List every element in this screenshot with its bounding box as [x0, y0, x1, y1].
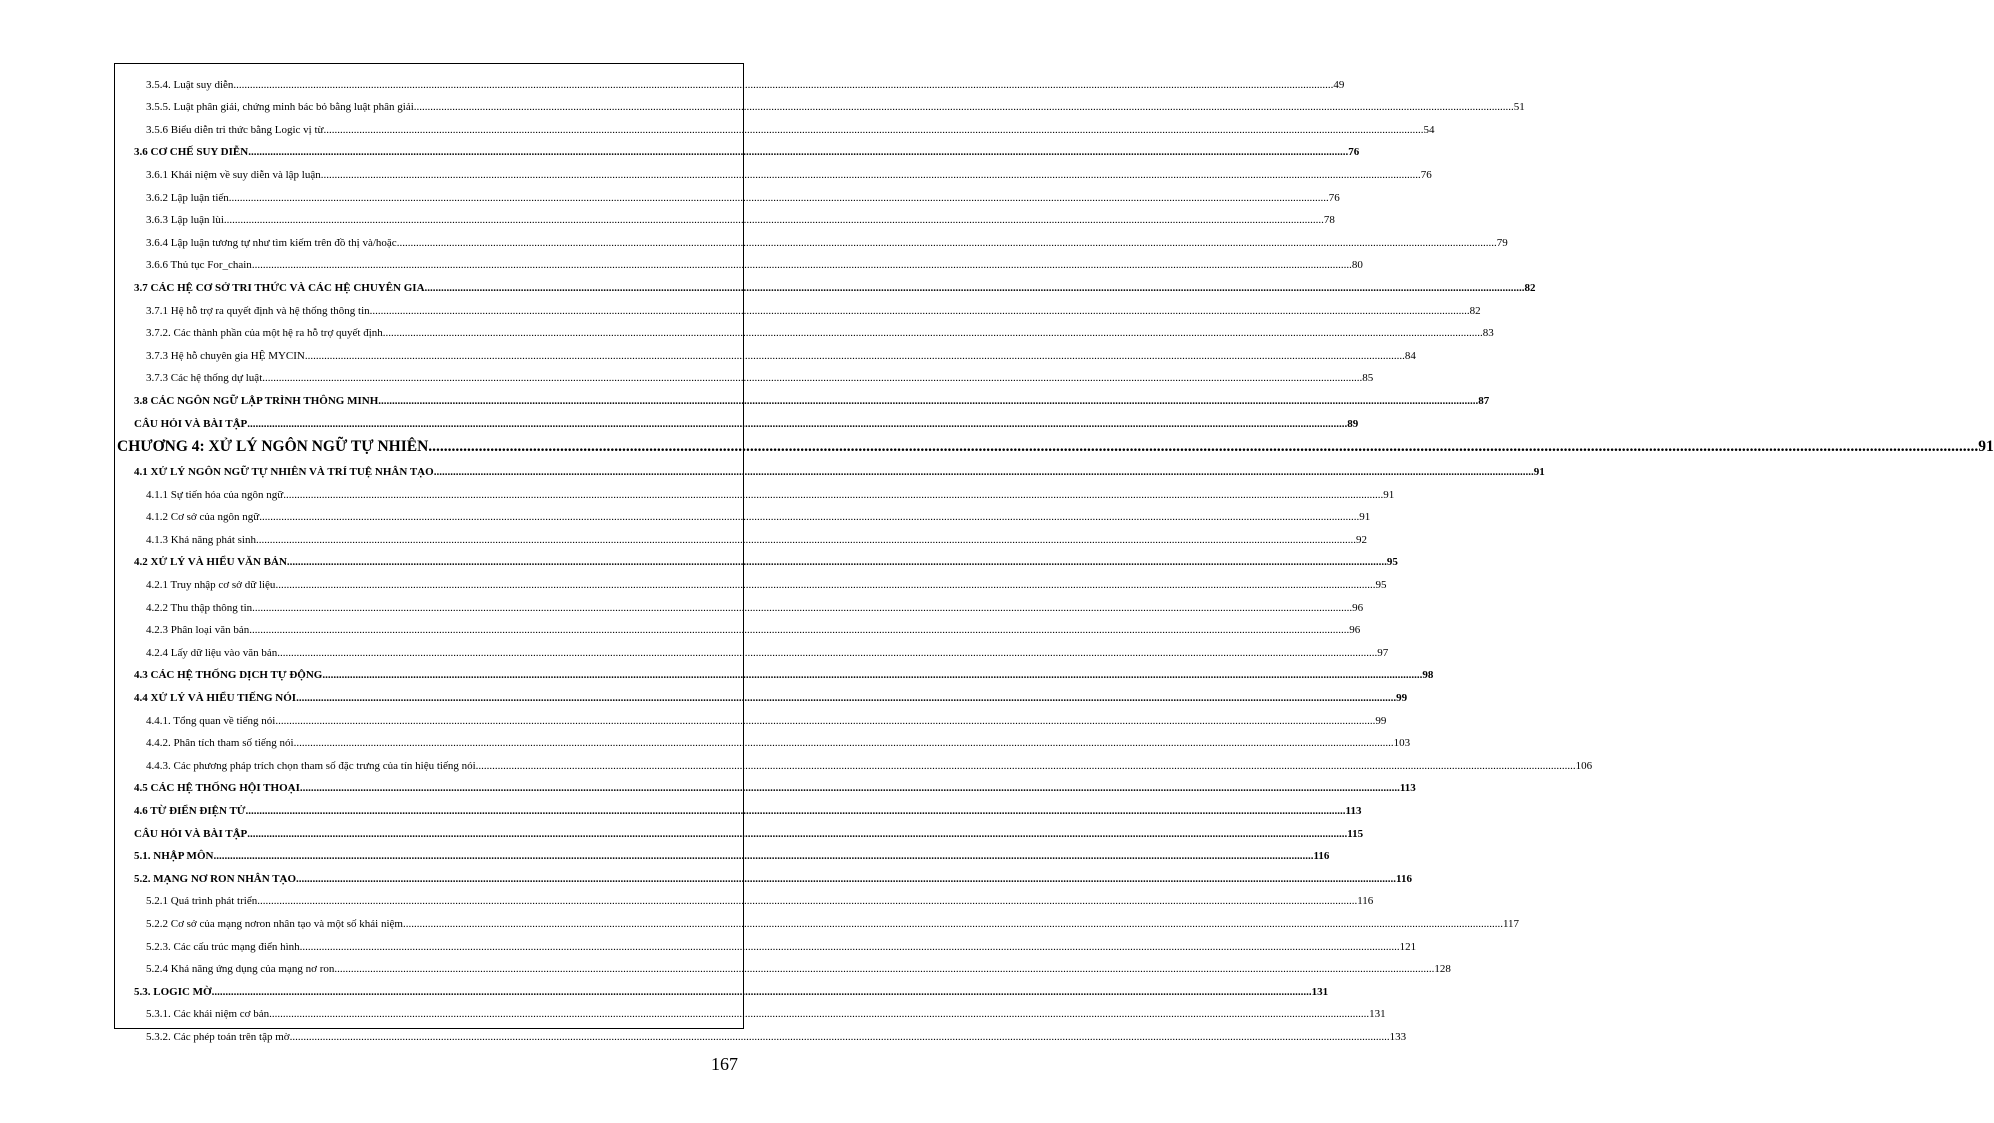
toc-dot-leader: ................................................................................................................................................................................................................................................................................................................................................................................................................ — [296, 692, 1397, 705]
toc-entry-title: 4.4 XỬ LÝ VÀ HIỂU TIẾNG NÓI — [134, 692, 297, 705]
toc-entry-page: 113 — [1399, 782, 1416, 795]
toc-dot-leader: ................................................................................................................................................................................................................................................................................................................................................................................................................ — [269, 1008, 1370, 1021]
toc-entry-page: 78 — [1323, 214, 1335, 227]
toc-entry[interactable] — [117, 113, 1435, 136]
toc-dot-leader: ................................................................................................................................................................................................................................................................................................................................................................................................................ — [433, 466, 1534, 479]
toc-entry-title: 3.7.2. Các thành phần của một hệ ra hỗ trợ quyết định — [146, 327, 383, 340]
toc-entry-title: 4.4.3. Các phương pháp trích chọn tham số đặc trưng của tín hiệu tiếng nói — [146, 759, 476, 772]
toc-dot-leader: ................................................................................................................................................................................................................................................................................................................................................................................................................ — [245, 805, 1346, 817]
toc-entry[interactable] — [117, 930, 1417, 953]
toc-dot-leader: ................................................................................................................................................................................................................................................................................................................................................................................................................ — [213, 850, 1314, 863]
toc-dot-leader: ................................................................................................................................................................................................................................................................................................................................................................................................................ — [304, 349, 1405, 362]
table-of-contents — [117, 68, 1994, 1043]
toc-dot-leader: ................................................................................................................................................................................................................................................................................................................................................................................................................ — [255, 533, 1356, 546]
toc-entry[interactable] — [117, 546, 1398, 569]
toc-dot-leader: ................................................................................................................................................................................................................................................................................................................................................................................................................ — [259, 511, 1360, 524]
toc-entry[interactable] — [117, 362, 1374, 385]
toc-dot-leader: ................................................................................................................................................................................................................................................................................................................................................................................................................ — [320, 168, 1421, 181]
toc-entry-page: 121 — [1399, 940, 1417, 953]
toc-entry-title: 3.6.1 Khái niệm về suy diễn và lập luận — [146, 168, 321, 181]
toc-entry-title: 3.8 CÁC NGÔN NGỮ LẬP TRÌNH THÔNG MINH — [134, 394, 379, 407]
toc-entry-title: 3.5.4. Luật suy diễn — [146, 78, 234, 91]
toc-dot-leader: ................................................................................................................................................................................................................................................................................................................................................................................................................ — [248, 146, 1349, 159]
toc-entry-title: 3.7.3 Hệ hỗ chuyên gia HỆ MYCIN — [146, 349, 305, 362]
toc-entry[interactable] — [117, 1020, 1407, 1043]
toc-entry-title: 5.3.2. Các phép toán trên tập mờ — [146, 1030, 290, 1043]
toc-entry-page: 113 — [1345, 805, 1362, 817]
toc-entry-title: 3.6.4 Lập luận tương tự như tìm kiếm trên đồ thị và/hoặc — [146, 236, 397, 249]
toc-entry[interactable] — [117, 907, 1520, 930]
toc-entry-title: 3.7 CÁC HỆ CƠ SỞ TRI THỨC VÀ CÁC HỆ CHUYÊN GIA — [134, 281, 425, 294]
toc-entry[interactable] — [117, 226, 1508, 249]
toc-entry-title: 5.1. NHẬP MÔN — [134, 850, 214, 863]
toc-entry[interactable] — [117, 249, 1363, 272]
toc-entry-title: 4.5 CÁC HỆ THỐNG HỘI THOẠI — [134, 782, 300, 795]
toc-entry[interactable] — [117, 456, 1545, 479]
toc-entry-page: 83 — [1482, 327, 1494, 340]
toc-dot-leader: ................................................................................................................................................................................................................................................................................................................................................................................................................ — [396, 236, 1497, 249]
toc-entry[interactable] — [117, 136, 1360, 159]
toc-entry-page: 99 — [1375, 714, 1387, 727]
toc-entry-page: 117 — [1502, 917, 1520, 930]
toc-dot-leader: ................................................................................................................................................................................................................................................................................................................................................................................................................ — [211, 985, 1312, 998]
toc-entry-title: 5.2.3. Các cấu trúc mạng điển hình — [146, 940, 300, 953]
toc-entry-page: 106 — [1575, 759, 1593, 772]
toc-entry[interactable] — [117, 862, 1412, 885]
toc-entry-title: 3.5.6 Biểu diễn tri thức bằng Logic vị từ — [146, 123, 324, 136]
toc-entry[interactable] — [117, 953, 1451, 976]
toc-entry-page: 80 — [1351, 259, 1363, 272]
toc-entry-title: 4.2.2 Thu thập thông tin — [146, 601, 253, 614]
toc-entry[interactable] — [117, 568, 1387, 592]
toc-entry-page: 49 — [1333, 78, 1345, 91]
toc-entry-title: 5.2.4 Khả năng ứng dụng của mạng nơ ron — [146, 963, 335, 976]
toc-dot-leader: ................................................................................................................................................................................................................................................................................................................................................................................................................ — [277, 646, 1378, 659]
toc-dot-leader: ................................................................................................................................................................................................................................................................................................................................................................................................................ — [247, 417, 1348, 430]
toc-entry-page: 116 — [1313, 850, 1330, 863]
toc-entry-page: 92 — [1355, 533, 1367, 546]
toc-entry[interactable] — [117, 181, 1340, 204]
toc-entry-page: 82 — [1524, 281, 1536, 294]
toc-dot-leader: ................................................................................................................................................................................................................................................................................................................................................................................................................ — [286, 556, 1387, 569]
toc-dot-leader: ................................................................................................................................................................................................................................................................................................................................................................................................................ — [293, 737, 1394, 750]
toc-entry-title: 4.2.3 Phân loại văn bản — [146, 624, 250, 637]
toc-entry-title: 5.2.1 Quá trình phát triển — [146, 895, 258, 908]
toc-entry-title: 3.7.3 Các hệ thống dự luật — [146, 372, 263, 385]
toc-entry-title: 3.7.1 Hệ hỗ trợ ra quyết định và hệ thống thông tin — [146, 304, 370, 317]
toc-entry-title: 3.5.5. Luật phân giải, chứng minh bác bỏ bằng luật phân giải — [146, 101, 414, 114]
toc-entry-page: 116 — [1357, 895, 1374, 908]
toc-entry-page: 98 — [1422, 669, 1434, 682]
toc-dot-leader: ................................................................................................................................................................................................................................................................................................................................................................................................................ — [382, 327, 1483, 340]
toc-dot-leader: ................................................................................................................................................................................................................................................................................................................................................................................................................ — [247, 827, 1348, 840]
toc-entry-page: 128 — [1434, 963, 1451, 976]
toc-entry[interactable] — [117, 91, 1525, 114]
toc-entry-title: 4.2.1 Truy nhập cơ sở dữ liệu — [146, 579, 276, 592]
toc-entry[interactable] — [117, 840, 1330, 863]
toc-entry-title: 4.1.3 Khả năng phát sinh — [146, 533, 256, 546]
toc-entry-page: 131 — [1369, 1008, 1386, 1021]
toc-entry-title: CÂU HỎI VÀ BÀI TẬP — [134, 417, 248, 430]
toc-entry-page: 99 — [1396, 692, 1408, 705]
toc-entry-page: 84 — [1404, 349, 1416, 362]
toc-entry[interactable] — [117, 523, 1367, 546]
toc-entry-page: 76 — [1348, 146, 1360, 159]
toc-entry-page: 95 — [1375, 579, 1387, 592]
toc-entry-title: 5.3.1. Các khái niệm cơ bản — [146, 1008, 270, 1021]
toc-dot-leader: ................................................................................................................................................................................................................................................................................................................................................................................................................ — [299, 940, 1400, 953]
toc-dot-leader: ................................................................................................................................................................................................................................................................................................................................................................................................................ — [296, 872, 1397, 885]
toc-entry-page: 89 — [1347, 417, 1359, 430]
toc-entry[interactable] — [117, 975, 1329, 998]
toc-entry-page: 96 — [1352, 601, 1364, 614]
toc-entry-page: 91 — [1383, 488, 1395, 501]
toc-entry-page: 97 — [1377, 646, 1389, 659]
toc-entry-title: 4.2 XỬ LÝ VÀ HIỂU VĂN BẢN — [134, 556, 287, 569]
toc-entry[interactable] — [117, 749, 1593, 772]
toc-entry-page: 116 — [1396, 872, 1412, 885]
toc-entry-title: 3.6.2 Lập luận tiến — [146, 191, 229, 204]
toc-entry[interactable] — [117, 998, 1386, 1021]
toc-entry-title: 4.1.1 Sự tiến hóa của ngôn ngữ — [146, 488, 284, 501]
toc-entry[interactable] — [117, 704, 1387, 727]
toc-dot-leader: ................................................................................................................................................................................................................................................................................................................................................................................................................ — [262, 372, 1363, 385]
toc-dot-leader: ................................................................................................................................................................................................................................................................................................................................................................................................................ — [299, 782, 1400, 795]
toc-entry-page: 85 — [1362, 372, 1374, 385]
toc-entry-title: CHƯƠNG 4: XỬ LÝ NGÔN NGỮ TỰ NHIÊN — [117, 437, 429, 455]
toc-entry[interactable] — [117, 478, 1395, 501]
toc-entry-page: 87 — [1478, 394, 1490, 407]
toc-dot-leader: ................................................................................................................................................................................................................................................................................................................................................................................................................ — [257, 895, 1358, 908]
toc-entry-page: 115 — [1347, 827, 1364, 840]
toc-entry[interactable] — [117, 158, 1432, 181]
toc-entry-title: 5.3. LOGIC MỜ — [134, 985, 212, 998]
toc-entry-title: CÂU HỎI VÀ BÀI TẬP — [134, 827, 248, 840]
toc-entry-page: 79 — [1496, 236, 1508, 249]
toc-dot-leader: ................................................................................................................................................................................................................................................................................................................................................................................................................ — [424, 281, 1525, 294]
toc-entry-title: 4.1 XỬ LÝ NGÔN NGỮ TỰ NHIÊN VÀ TRÍ TUỆ NHÂN TẠO — [134, 466, 434, 479]
toc-entry-title: 4.4.1. Tổng quan về tiếng nói — [146, 714, 276, 727]
toc-dot-leader: ................................................................................................................................................................................................................................................................................................................................................................................................................ — [402, 917, 1503, 930]
toc-dot-leader: ................................................................................................................................................................................................................................................................................................................................................................................................................ — [233, 78, 1334, 91]
toc-entry[interactable] — [117, 407, 1359, 430]
toc-entry-title: 3.6 CƠ CHẾ SUY DIỄN — [134, 146, 249, 159]
toc-dot-leader: ................................................................................................................................................................................................................................................................................................................................................................................................................ — [369, 304, 1470, 317]
toc-entry-title: 5.2. MẠNG NƠ RON NHÂN TẠO — [134, 872, 297, 885]
toc-entry-page: 82 — [1469, 304, 1481, 317]
toc-entry[interactable] — [117, 794, 1362, 817]
toc-entry[interactable] — [117, 430, 1994, 456]
toc-entry-page: 76 — [1420, 168, 1432, 181]
toc-entry[interactable] — [117, 885, 1374, 908]
toc-entry-title: 4.1.2 Cơ sở của ngôn ngữ — [146, 511, 260, 524]
toc-dot-leader: ................................................................................................................................................................................................................................................................................................................................................................................................................ — [283, 488, 1384, 501]
toc-entry-title: 3.6.3 Lập luận lùi — [146, 214, 224, 227]
toc-entry-title: 4.6 TỪ ĐIỂN ĐIỆN TỬ — [134, 805, 246, 817]
toc-entry-title: 3.6.6 Thủ tục For_chain — [146, 259, 252, 272]
toc-entry-page: 91 — [1978, 437, 1994, 455]
toc-dot-leader: ................................................................................................................................................................................................................................................................................................................................................................................................................ — [289, 1030, 1390, 1043]
toc-entry[interactable] — [117, 339, 1416, 362]
toc-dot-leader: ................................................................................................................................................................................................................................................................................................................................................................................................................ — [275, 714, 1376, 727]
toc-entry[interactable] — [117, 614, 1361, 637]
toc-dot-leader: ................................................................................................................................................................................................................................................................................................................................................................................................................ — [223, 214, 1324, 227]
toc-dot-leader: ................................................................................................................................................................................................................................................................................................................................................................................................................ — [252, 601, 1353, 614]
toc-entry[interactable] — [117, 681, 1408, 705]
toc-entry-page: 131 — [1311, 985, 1329, 998]
toc-dot-leader: ................................................................................................................................................................................................................................................................................................................................................................................................................ — [228, 191, 1329, 204]
toc-entry-page: 133 — [1389, 1030, 1407, 1043]
toc-dot-leader: ................................................................................................................................................................................................................................................................................................................................................................................................................ — [413, 101, 1514, 114]
toc-entry[interactable] — [117, 727, 1411, 750]
toc-entry-page: 76 — [1328, 191, 1340, 204]
toc-dot-leader: ................................................................................................................................................................................................................................................................................................................................................................................................................ — [251, 259, 1352, 272]
toc-entry[interactable] — [117, 68, 1345, 91]
toc-entry-page: 91 — [1533, 466, 1545, 479]
toc-entry-page: 54 — [1423, 123, 1435, 136]
page-number: 167 — [711, 1054, 738, 1074]
toc-entry-title: 4.2.4 Lấy dữ liệu vào văn bản — [146, 646, 278, 659]
toc-dot-leader: ................................................................................................................................................................................................................................................................................................................................................................................................................ — [475, 759, 1576, 772]
toc-entry[interactable] — [117, 204, 1335, 227]
toc-dot-leader: ................................................................................................................................................................................................................................................................................................................................................................................................................ — [323, 123, 1424, 136]
toc-dot-leader: ................................................................................................................................................................................................................................................................................................................................................................................................................ — [428, 437, 1979, 455]
toc-dot-leader: ................................................................................................................................................................................................................................................................................................................................................................................................................ — [378, 394, 1479, 407]
toc-dot-leader: ................................................................................................................................................................................................................................................................................................................................................................................................................ — [275, 579, 1376, 592]
toc-entry-title: 4.4.2. Phân tích tham số tiếng nói — [146, 737, 294, 750]
toc-entry[interactable] — [117, 772, 1416, 795]
toc-entry[interactable] — [117, 591, 1364, 614]
toc-entry-page: 96 — [1349, 624, 1361, 637]
toc-entry-title: 4.3 CÁC HỆ THỐNG DỊCH TỰ ĐỘNG — [134, 669, 323, 682]
toc-entry[interactable] — [117, 659, 1434, 682]
toc-entry-page: 95 — [1386, 556, 1398, 569]
toc-entry-title: 5.2.2 Cơ sở của mạng nơron nhân tạo và một số khái niệm — [146, 917, 403, 930]
toc-entry-page: 103 — [1393, 737, 1411, 750]
toc-entry[interactable] — [117, 317, 1494, 340]
toc-dot-leader: ................................................................................................................................................................................................................................................................................................................................................................................................................ — [322, 669, 1423, 682]
toc-dot-leader: ................................................................................................................................................................................................................................................................................................................................................................................................................ — [334, 963, 1435, 976]
toc-entry[interactable] — [117, 294, 1481, 317]
toc-entry-page: 51 — [1513, 101, 1525, 114]
toc-entry[interactable] — [117, 636, 1389, 659]
toc-entry-page: 91 — [1359, 511, 1371, 524]
toc-entry[interactable] — [117, 384, 1490, 407]
toc-entry[interactable] — [117, 501, 1371, 524]
toc-entry[interactable] — [117, 817, 1364, 840]
toc-entry[interactable] — [117, 271, 1536, 294]
toc-dot-leader: ................................................................................................................................................................................................................................................................................................................................................................................................................ — [249, 624, 1350, 637]
